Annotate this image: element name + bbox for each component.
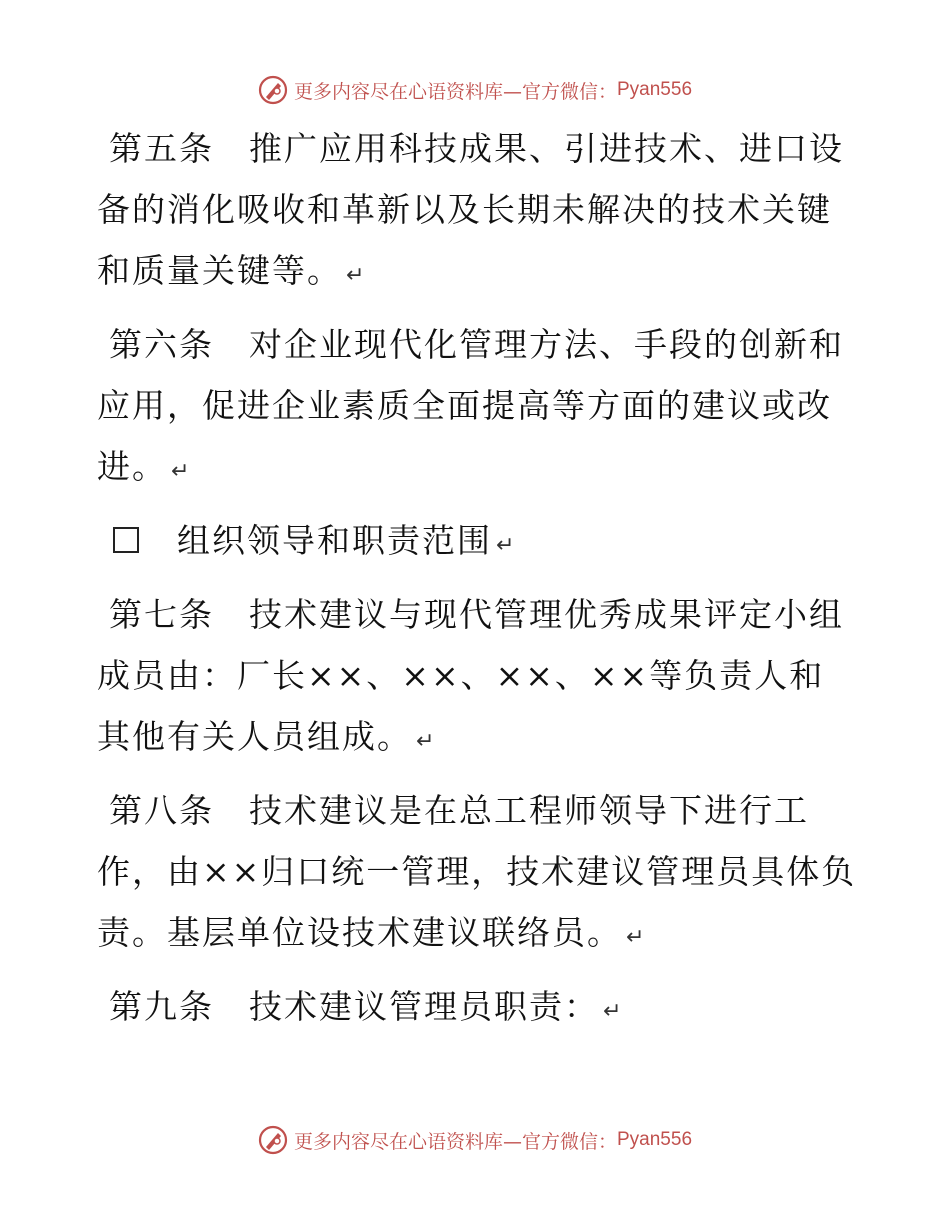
footer-watermark-banner <box>0 1120 950 1160</box>
banner-wechat-id: Pyan556 <box>617 79 693 100</box>
article-8-text: 第八条 技术建议是在总工程师领导下进行工作，由××归口统一管理，技术建议管理员具体负责。基层单位设技术建议联络员。 <box>97 791 857 952</box>
paragraph-mark: ↵ <box>626 925 639 950</box>
banner-text: 更多内容尽在心语资料库—官方微信： <box>293 80 617 103</box>
paragraph-mark: ↵ <box>416 729 429 754</box>
article-7-text: 第七条 技术建议与现代管理优秀成果评定小组成员由：厂长××、××、××、××等负责人和其他有关人员组成。 <box>97 595 844 756</box>
pen-logo-icon <box>258 1125 288 1155</box>
pen-logo-icon <box>258 75 288 105</box>
article-9-text: 第九条 技术建议管理员职责： <box>109 987 599 1026</box>
section-heading-text: 组织领导和职责范围 <box>177 521 492 560</box>
document-body <box>97 118 857 1050</box>
banner-wechat-id: Pyan556 <box>617 1129 693 1150</box>
article-5-text: 第五条 推广应用科技成果、引进技术、进口设备的消化吸收和革新以及长期未解决的技术关键和质量关键等。 <box>97 129 844 290</box>
paragraph-mark: ↵ <box>496 533 517 558</box>
article-8 <box>97 780 857 968</box>
article-7 <box>97 584 857 772</box>
article-9 <box>97 976 857 1042</box>
checkbox-bullet-icon <box>113 527 139 553</box>
header-watermark-banner <box>0 70 950 110</box>
article-6 <box>97 314 857 502</box>
paragraph-mark: ↵ <box>603 999 616 1024</box>
section-heading <box>97 510 857 576</box>
paragraph-mark: ↵ <box>171 459 184 484</box>
paragraph-mark: ↵ <box>346 263 359 288</box>
article-5 <box>97 118 857 306</box>
banner-text: 更多内容尽在心语资料库—官方微信： <box>293 1130 617 1153</box>
article-6-text: 第六条 对企业现代化管理方法、手段的创新和应用，促进企业素质全面提高等方面的建议或改进。 <box>97 325 844 486</box>
